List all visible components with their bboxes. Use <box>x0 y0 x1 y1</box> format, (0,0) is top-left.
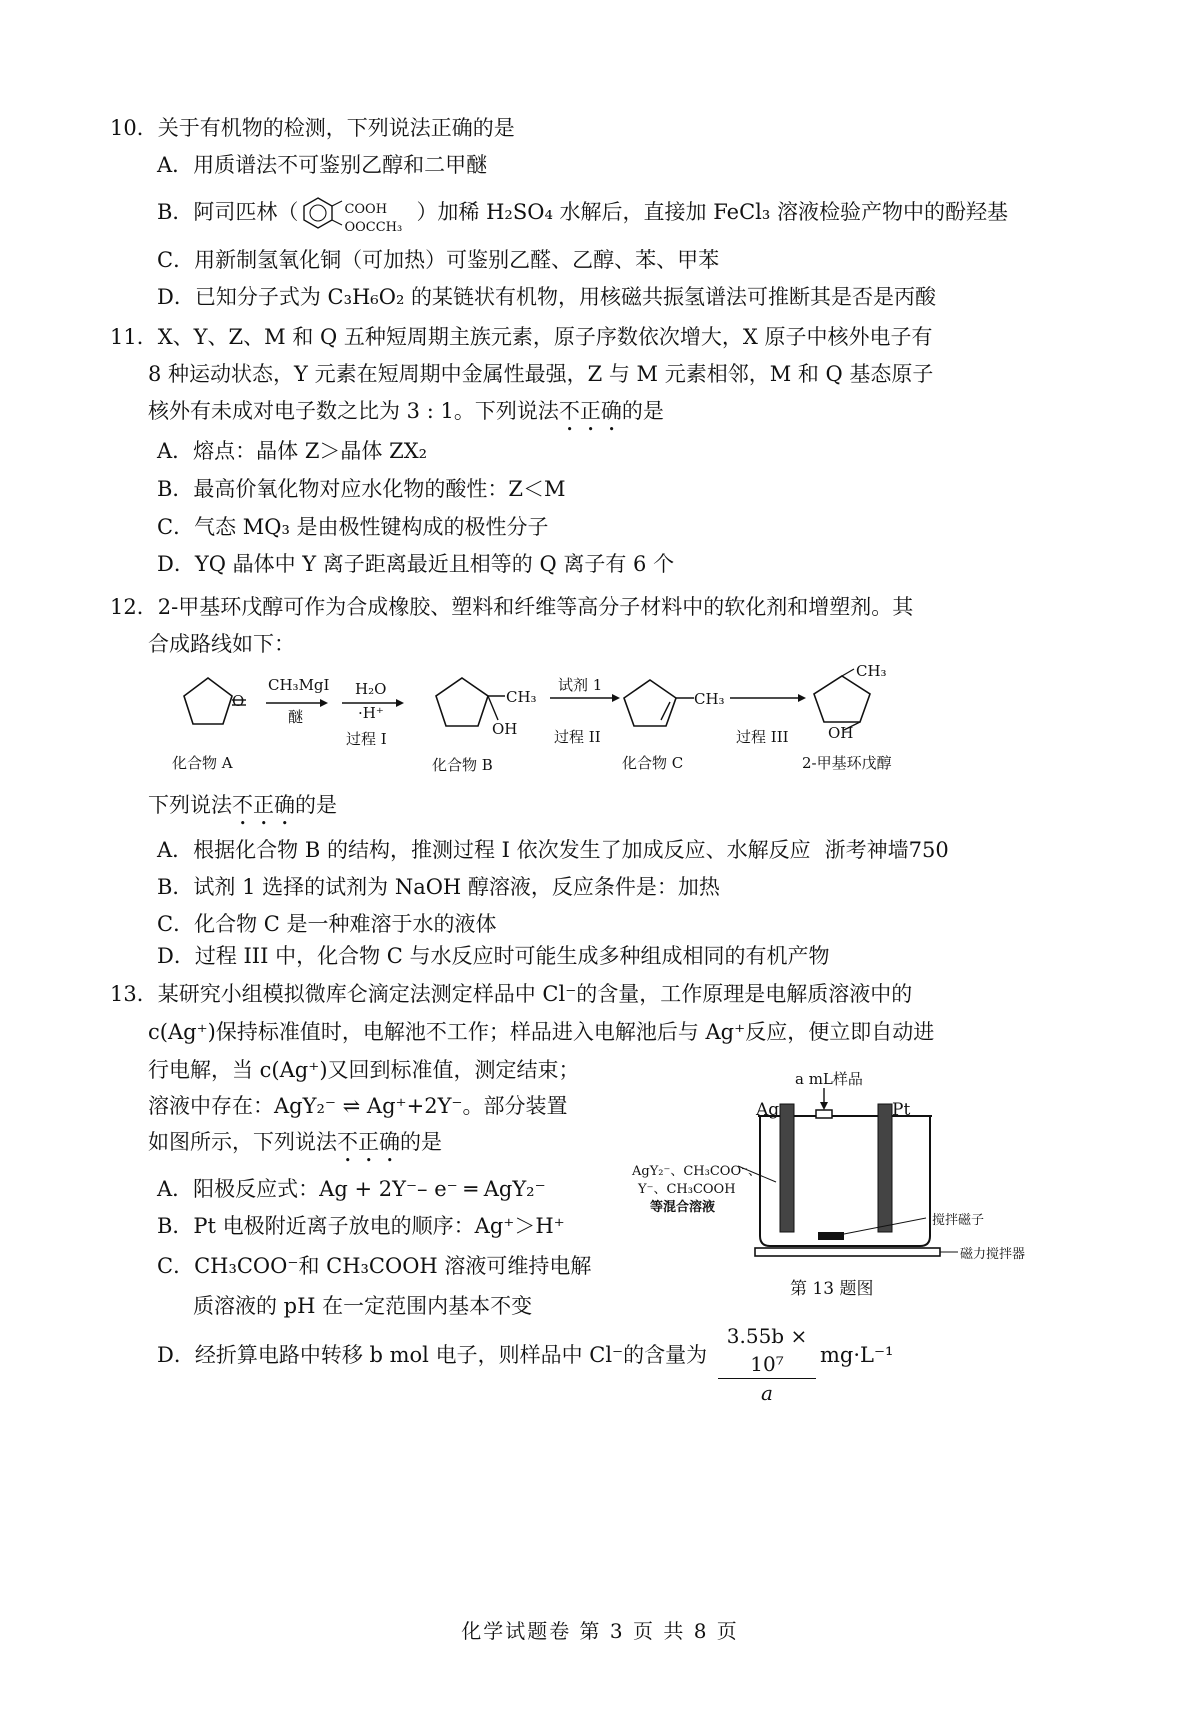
reagent-2-top: H₂O <box>355 680 387 698</box>
compound-a-ring <box>184 678 232 724</box>
watermark-text: 浙考神墙750 <box>824 838 949 862</box>
sample-inlet <box>816 1110 832 1118</box>
page-footer: 化学试题卷 第 3 页 共 8 页 <box>461 1619 739 1643</box>
compound-b-ch3: CH₃ <box>506 688 537 706</box>
q12-stem-line2: 合成路线如下： <box>148 632 295 656</box>
q11-stem-line3: 核外有未成对电子数之比为 3 : 1。下列说法不正确的是 <box>148 399 664 423</box>
stir-bar-label: 搅拌磁子 <box>932 1213 985 1228</box>
q11-option-b: B．最高价氧化物对应水化物的酸性：Z＜M <box>157 477 566 501</box>
product-oh: OH <box>828 724 854 742</box>
q13-option-b: B．Pt 电极附近离子放电的顺序：Ag⁺＞H⁺ <box>157 1214 565 1238</box>
q11-option-a: A．熔点：晶体 Z＞晶体 ZX₂ <box>157 439 428 463</box>
q10-option-c: C．用新制氢氧化铜（可加热）可鉴别乙醛、乙醇、苯、甲苯 <box>157 248 720 272</box>
product-ch3: CH₃ <box>856 662 887 680</box>
sample-label: a mL样品 <box>795 1070 863 1088</box>
compound-b-ring <box>436 678 488 726</box>
q10-stem: 10．关于有机物的检测，下列说法正确的是 <box>110 116 515 140</box>
q13-stem-line2: c(Ag⁺)保持标准值时，电解池不工作；样品进入电解池后与 Ag⁺反应，便立即自动进 <box>148 1020 935 1044</box>
solution-label-line2: Y⁻、CH₃COOH <box>638 1182 736 1197</box>
product-ring <box>814 676 870 722</box>
q11-option-d: D．YQ 晶体中 Y 离子距离最近且相等的 Q 离子有 6 个 <box>157 552 675 576</box>
compound-b-label: 化合物 B <box>432 756 493 774</box>
ag-electrode <box>780 1104 794 1232</box>
cl-content-fraction <box>718 1322 816 1407</box>
compound-c-ch3: CH₃ <box>694 690 725 708</box>
q12-option-d: D．过程 III 中，化合物 C 与水反应时可能生成多种组成相同的有机产物 <box>157 944 830 968</box>
ag-label: Ag <box>756 1100 780 1120</box>
stirrer-label: 磁力搅拌器 <box>960 1247 1026 1262</box>
q12-option-a: A．根据化合物 B 的结构，推测过程 I 依次发生了加成反应、水解反应 浙考神墙750 <box>157 838 949 862</box>
q11-stem-line2: 8 种运动状态，Y 元素在短周期中金属性最强，Z 与 M 元素相邻，M 和 Q 基态原子 <box>148 362 934 386</box>
q13-option-c-line2: 质溶液的 pH 在一定范围内基本不变 <box>193 1294 533 1318</box>
process-3-label: 过程 III <box>736 728 789 746</box>
stir-bar <box>818 1232 844 1240</box>
reagent-2-bottom: ·H⁺ <box>358 704 384 722</box>
reagent-1-bottom: 醚 <box>288 708 304 726</box>
q13-option-a: A．阳极反应式：Ag + 2Y⁻– e⁻ ═ AgY₂⁻ <box>157 1177 546 1201</box>
q12-stem-line1: 12．2-甲基环戊醇可作为合成橡胶、塑料和纤维等高分子材料中的软化剂和增塑剂。其 <box>110 595 914 619</box>
cl-content-unit: mg·L⁻¹ <box>820 1343 894 1367</box>
process-2-label: 过程 II <box>554 728 601 746</box>
aspirin-cooh-label: COOH <box>344 201 388 217</box>
q13-stem-line1: 13．某研究小组模拟微库仑滴定法测定样品中 Cl⁻的含量，工作原理是电解质溶液中的 <box>110 982 913 1006</box>
fraction-numerator: 3.55b × 10⁷ <box>718 1322 816 1379</box>
reagent-1-top: CH₃MgI <box>268 676 330 694</box>
figure-caption: 第 13 题图 <box>790 1279 874 1299</box>
solution-label-line3: 等混合溶液 <box>650 1200 716 1215</box>
q13-option-c-line1: C．CH₃COO⁻和 CH₃COOH 溶液可维持电解 <box>157 1254 592 1278</box>
q12-option-c: C．化合物 C 是一种难溶于水的液体 <box>157 912 497 936</box>
magnetic-stirrer <box>755 1248 940 1256</box>
q10-option-a: A．用质谱法不可鉴别乙醇和二甲醚 <box>157 153 488 177</box>
aspirin-structure <box>298 199 416 235</box>
q12-ask: 下列说法不正确的是 <box>148 793 337 817</box>
reagent-3-label: 试剂 1 <box>558 676 603 694</box>
q11-option-c: C．气态 MQ₃ 是由极性键构成的极性分子 <box>157 515 549 539</box>
q13-stem-line4: 溶液中存在：AgY₂⁻ ⇌ Ag⁺+2Y⁻。部分装置 <box>148 1094 568 1118</box>
q12-option-b: B．试剂 1 选择的试剂为 NaOH 醇溶液，反应条件是：加热 <box>157 875 720 899</box>
product-label: 2-甲基环戊醇 <box>802 754 892 772</box>
q10-option-d: D．已知分子式为 C₃H₆O₂ 的某链状有机物，用核磁共振氢谱法可推断其是否是丙酸 <box>157 285 937 309</box>
synthesis-scheme <box>170 662 1030 788</box>
compound-a-oxygen: O <box>232 692 245 710</box>
compound-a-label: 化合物 A <box>172 754 233 772</box>
q13-stem-line3: 行电解，当 c(Ag⁺)又回到标准值，测定结束； <box>148 1058 580 1082</box>
q13-stem-line5: 如图所示，下列说法不正确的是 <box>148 1130 442 1154</box>
q10-option-b: B．阿司匹林（ COOH OOCCH₃ ）加稀 H₂SO₄ 水解后，直接加 FeCl₃ 溶液检验产物中的酚羟基 <box>157 197 1008 229</box>
compound-c-ring <box>624 680 676 726</box>
solution-label-line1: AgY₂⁻、CH₃COO⁻、 <box>632 1164 761 1179</box>
figure-13 <box>630 1066 1026 1316</box>
pt-electrode <box>878 1104 892 1232</box>
compound-c-label: 化合物 C <box>622 754 684 772</box>
aspirin-ester-label: OOCCH₃ <box>344 219 403 235</box>
pt-label: Pt <box>892 1100 911 1120</box>
compound-b-oh: OH <box>492 720 518 738</box>
q11-stem-line1: 11．X、Y、Z、M 和 Q 五种短周期主族元素，原子序数依次增大，X 原子中核外电子有 <box>110 325 933 349</box>
fraction-denominator: a <box>761 1381 773 1405</box>
q13-option-d: D．经折算电路中转移 b mol 电子，则样品中 Cl⁻的含量为 <box>157 1343 708 1367</box>
process-1-label: 过程 I <box>346 730 387 748</box>
